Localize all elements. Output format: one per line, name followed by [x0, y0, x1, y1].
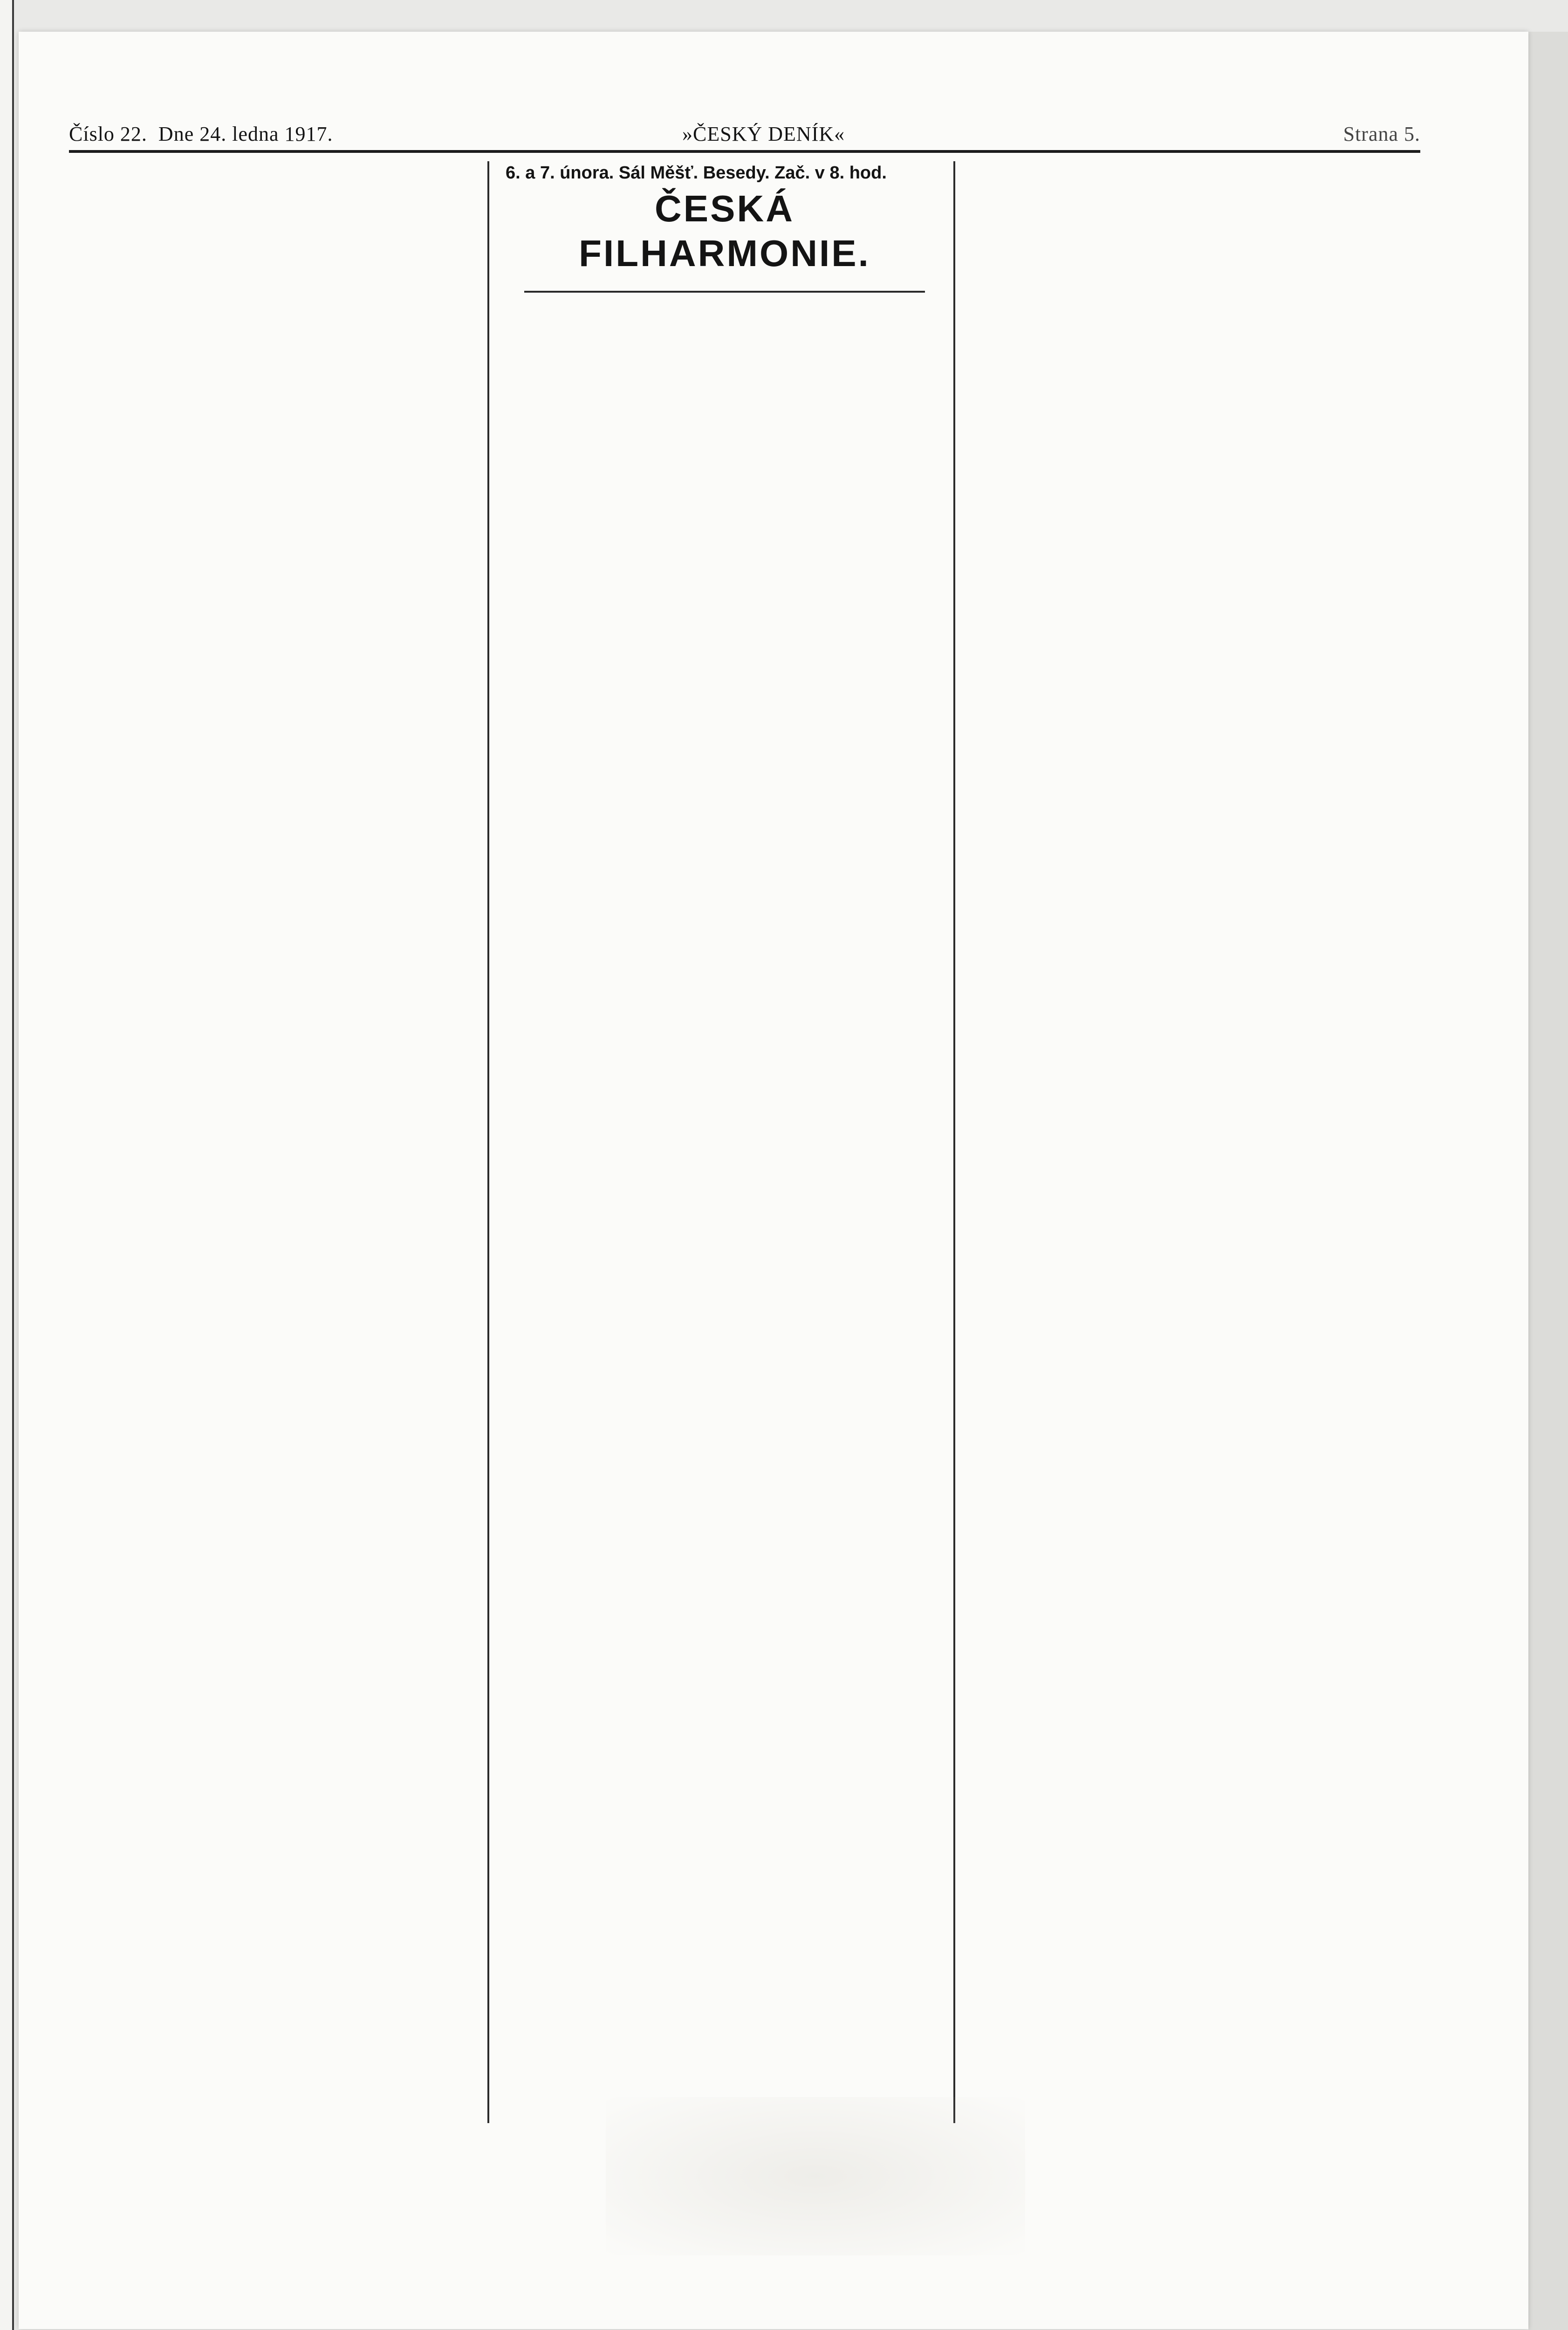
masthead: »ČESKÝ DENÍK«	[682, 123, 845, 145]
issue-number: Číslo 22.	[69, 123, 147, 145]
facing-page-rule	[12, 0, 14, 2330]
column-right	[972, 161, 1410, 2123]
column-middle	[506, 161, 944, 2123]
concert-schedule: 6. a 7. února. Sál Měšť. Besedy. Zač. v 8. hod.	[506, 163, 887, 183]
header-rule	[69, 150, 1420, 153]
scan-background-edge	[1528, 32, 1568, 2330]
page-header	[69, 122, 1420, 152]
column-left	[70, 161, 508, 2123]
facing-page-edge	[0, 0, 12, 2330]
issue-and-date	[69, 122, 333, 146]
concert-advertisement	[506, 161, 944, 276]
advertisement-separator	[524, 291, 925, 293]
concert-name: ČESKÁ FILHARMONIE.	[579, 188, 870, 274]
page-number: Strana 5.	[1343, 123, 1420, 145]
column-rule-2	[953, 161, 955, 2123]
issue-date: Dne 24. ledna 1917.	[158, 123, 333, 145]
